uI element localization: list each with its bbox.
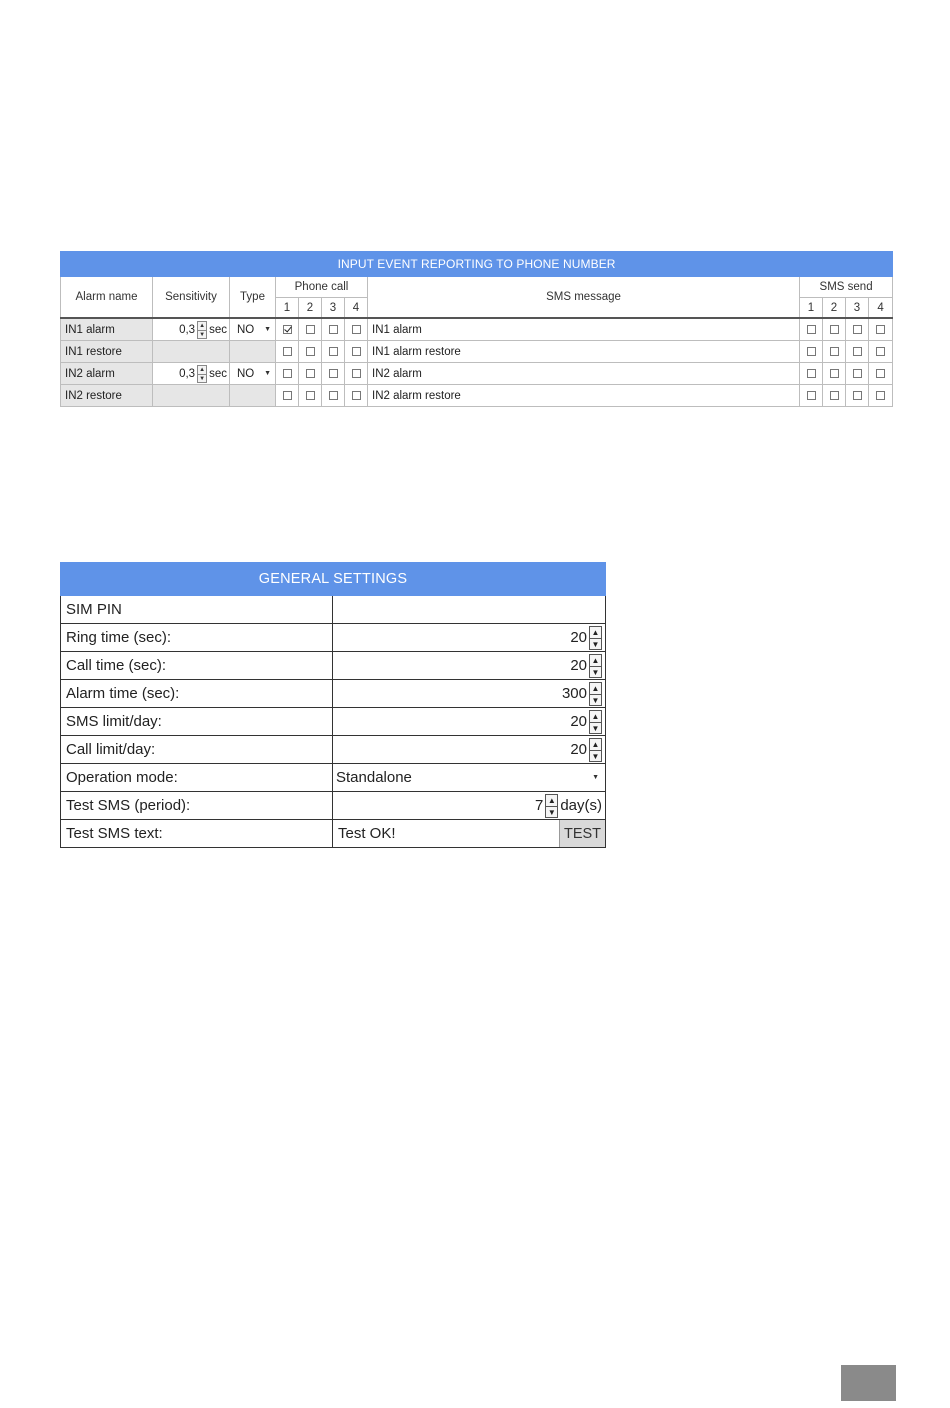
caret-down-icon[interactable]: ▼ (592, 774, 599, 781)
sensitivity-unit: sec (209, 367, 227, 380)
sms-send-checkbox[interactable] (853, 347, 862, 356)
chevron-up-icon[interactable]: ▲ (591, 739, 600, 749)
phone-call-checkbox[interactable] (329, 347, 338, 356)
phone-call-checkbox[interactable] (306, 347, 315, 356)
sms-send-checkbox[interactable] (853, 325, 862, 334)
header-sms-3: 3 (846, 298, 869, 319)
phone-call-checkbox[interactable] (329, 325, 338, 334)
table-row (61, 385, 893, 407)
sms-message-input[interactable]: IN2 alarm (368, 363, 800, 385)
ring-time-stepper[interactable] (589, 626, 602, 650)
general-settings-table (60, 562, 606, 848)
test-sms-text-field (333, 820, 606, 848)
alarm-time-input[interactable]: 300 (561, 685, 587, 702)
type-select[interactable] (230, 363, 275, 384)
type-value: NO (237, 323, 255, 336)
phone-call-checkbox[interactable] (352, 369, 361, 378)
type-cell[interactable] (230, 363, 276, 385)
general-settings-panel (60, 562, 605, 848)
chevron-up-icon[interactable]: ▲ (199, 322, 206, 329)
sms-send-checkbox[interactable] (876, 325, 885, 334)
test-sms-text-label: Test SMS text: (61, 820, 333, 848)
chevron-up-icon[interactable]: ▲ (591, 711, 600, 721)
sms-send-checkbox[interactable] (807, 325, 816, 334)
alarm-name: IN2 restore (61, 385, 153, 407)
chevron-down-icon[interactable]: ▼ (547, 807, 556, 817)
call-time-input[interactable]: 20 (570, 657, 587, 674)
sms-send-checkbox[interactable] (830, 325, 839, 334)
header-phone-4: 4 (345, 298, 368, 319)
table-row (61, 341, 893, 363)
alarm-time-field[interactable] (333, 680, 606, 708)
sensitivity-cell-empty (153, 385, 230, 407)
sms-send-checkbox[interactable] (853, 391, 862, 400)
sensitivity-unit: sec (209, 323, 227, 336)
chevron-down-icon[interactable]: ▼ (591, 667, 600, 677)
sensitivity-stepper[interactable] (197, 365, 207, 383)
type-value: NO (237, 367, 255, 380)
call-time-stepper[interactable] (589, 654, 602, 678)
sim-pin-input[interactable] (333, 596, 606, 624)
sms-send-checkbox[interactable] (876, 347, 885, 356)
phone-call-checkbox[interactable] (352, 325, 361, 334)
chevron-down-icon[interactable]: ▼ (591, 639, 600, 649)
events-title: INPUT EVENT REPORTING TO PHONE NUMBER (61, 252, 893, 277)
call-time-field[interactable] (333, 652, 606, 680)
sms-limit-stepper[interactable] (589, 710, 602, 734)
sensitivity-stepper[interactable] (197, 321, 207, 339)
alarm-name: IN1 alarm (61, 318, 153, 341)
test-sms-period-unit: day(s) (560, 797, 602, 814)
operation-mode-label: Operation mode: (61, 764, 333, 792)
alarm-name: IN2 alarm (61, 363, 153, 385)
chevron-up-icon[interactable]: ▲ (547, 795, 556, 805)
phone-call-checkbox[interactable] (283, 347, 292, 356)
header-sms-2: 2 (823, 298, 846, 319)
sensitivity-input[interactable]: 0,3 (179, 323, 196, 336)
phone-call-checkbox[interactable] (329, 391, 338, 400)
sms-send-checkbox[interactable] (807, 369, 816, 378)
sms-limit-field[interactable] (333, 708, 606, 736)
header-sms-send: SMS send (800, 277, 893, 298)
sms-send-checkbox[interactable] (876, 391, 885, 400)
sensitivity-cell (153, 363, 230, 385)
sms-send-checkbox[interactable] (830, 369, 839, 378)
header-type: Type (230, 277, 276, 319)
sim-pin-label: SIM PIN (61, 596, 333, 624)
ring-time-field[interactable] (333, 624, 606, 652)
input-event-reporting-panel (60, 251, 892, 407)
type-cell-empty (230, 385, 276, 407)
page-marker (841, 1365, 896, 1401)
sms-send-checkbox[interactable] (830, 391, 839, 400)
phone-call-checkbox[interactable] (306, 325, 315, 334)
test-sms-period-input[interactable]: 7 (534, 797, 544, 814)
sms-send-checkbox[interactable] (830, 347, 839, 356)
phone-call-checkbox[interactable] (306, 391, 315, 400)
chevron-up-icon[interactable]: ▲ (199, 366, 206, 373)
header-sms-4: 4 (869, 298, 893, 319)
table-row (61, 363, 893, 385)
sensitivity-cell (153, 318, 230, 341)
chevron-down-icon[interactable]: ▼ (591, 695, 600, 705)
input-event-table (60, 251, 893, 407)
phone-call-checkbox[interactable] (283, 325, 292, 334)
sensitivity-input[interactable]: 0,3 (179, 367, 196, 380)
sms-send-checkbox[interactable] (876, 369, 885, 378)
chevron-up-icon[interactable]: ▲ (591, 683, 600, 693)
phone-call-checkbox[interactable] (352, 391, 361, 400)
alarm-name: IN1 restore (61, 341, 153, 363)
type-cell[interactable] (230, 318, 276, 341)
chevron-up-icon[interactable]: ▲ (591, 655, 600, 665)
header-alarm-name: Alarm name (61, 277, 153, 319)
operation-mode-select[interactable] (333, 764, 606, 792)
header-sms-1: 1 (800, 298, 823, 319)
chevron-down-icon[interactable]: ▼ (199, 331, 206, 338)
phone-call-checkbox[interactable] (329, 369, 338, 378)
alarm-time-stepper[interactable] (589, 682, 602, 706)
ring-time-input[interactable]: 20 (570, 629, 587, 646)
sensitivity-cell-empty (153, 341, 230, 363)
chevron-down-icon[interactable]: ▼ (199, 375, 206, 382)
sms-message-input[interactable]: IN2 alarm restore (368, 385, 800, 407)
test-button[interactable]: TEST (559, 820, 605, 847)
test-sms-text-input[interactable]: Test OK! (338, 825, 396, 842)
general-settings-title: GENERAL SETTINGS (61, 563, 606, 596)
phone-call-checkbox[interactable] (283, 391, 292, 400)
sms-send-checkbox[interactable] (807, 391, 816, 400)
sms-limit-label: SMS limit/day: (61, 708, 333, 736)
call-time-label: Call time (sec): (61, 652, 333, 680)
phone-call-checkbox[interactable] (352, 347, 361, 356)
sms-message-input[interactable]: IN1 alarm (368, 318, 800, 341)
chevron-down-icon[interactable]: ▼ (591, 751, 600, 761)
sms-limit-input[interactable]: 20 (570, 713, 587, 730)
chevron-down-icon[interactable]: ▼ (591, 723, 600, 733)
header-phone-call: Phone call (276, 277, 368, 298)
header-sms-message: SMS message (368, 277, 800, 319)
test-sms-period-stepper[interactable] (545, 794, 558, 818)
call-limit-input[interactable]: 20 (570, 741, 587, 758)
header-phone-3: 3 (322, 298, 345, 319)
phone-call-checkbox[interactable] (306, 369, 315, 378)
header-sensitivity: Sensitivity (153, 277, 230, 319)
sms-message-input[interactable]: IN1 alarm restore (368, 341, 800, 363)
call-limit-field[interactable] (333, 736, 606, 764)
header-phone-1: 1 (276, 298, 299, 319)
sms-send-checkbox[interactable] (807, 347, 816, 356)
phone-call-checkbox[interactable] (283, 369, 292, 378)
header-phone-2: 2 (299, 298, 322, 319)
test-sms-period-field[interactable] (333, 792, 606, 820)
call-limit-stepper[interactable] (589, 738, 602, 762)
table-row (61, 318, 893, 341)
caret-down-icon[interactable]: ▼ (264, 370, 271, 377)
type-cell-empty (230, 341, 276, 363)
sms-send-checkbox[interactable] (853, 369, 862, 378)
caret-down-icon[interactable]: ▼ (264, 326, 271, 333)
operation-mode-value: Standalone (336, 769, 412, 786)
alarm-time-label: Alarm time (sec): (61, 680, 333, 708)
ring-time-label: Ring time (sec): (61, 624, 333, 652)
chevron-up-icon[interactable]: ▲ (591, 627, 600, 637)
type-select[interactable] (230, 319, 275, 340)
test-sms-period-label: Test SMS (period): (61, 792, 333, 820)
call-limit-label: Call limit/day: (61, 736, 333, 764)
